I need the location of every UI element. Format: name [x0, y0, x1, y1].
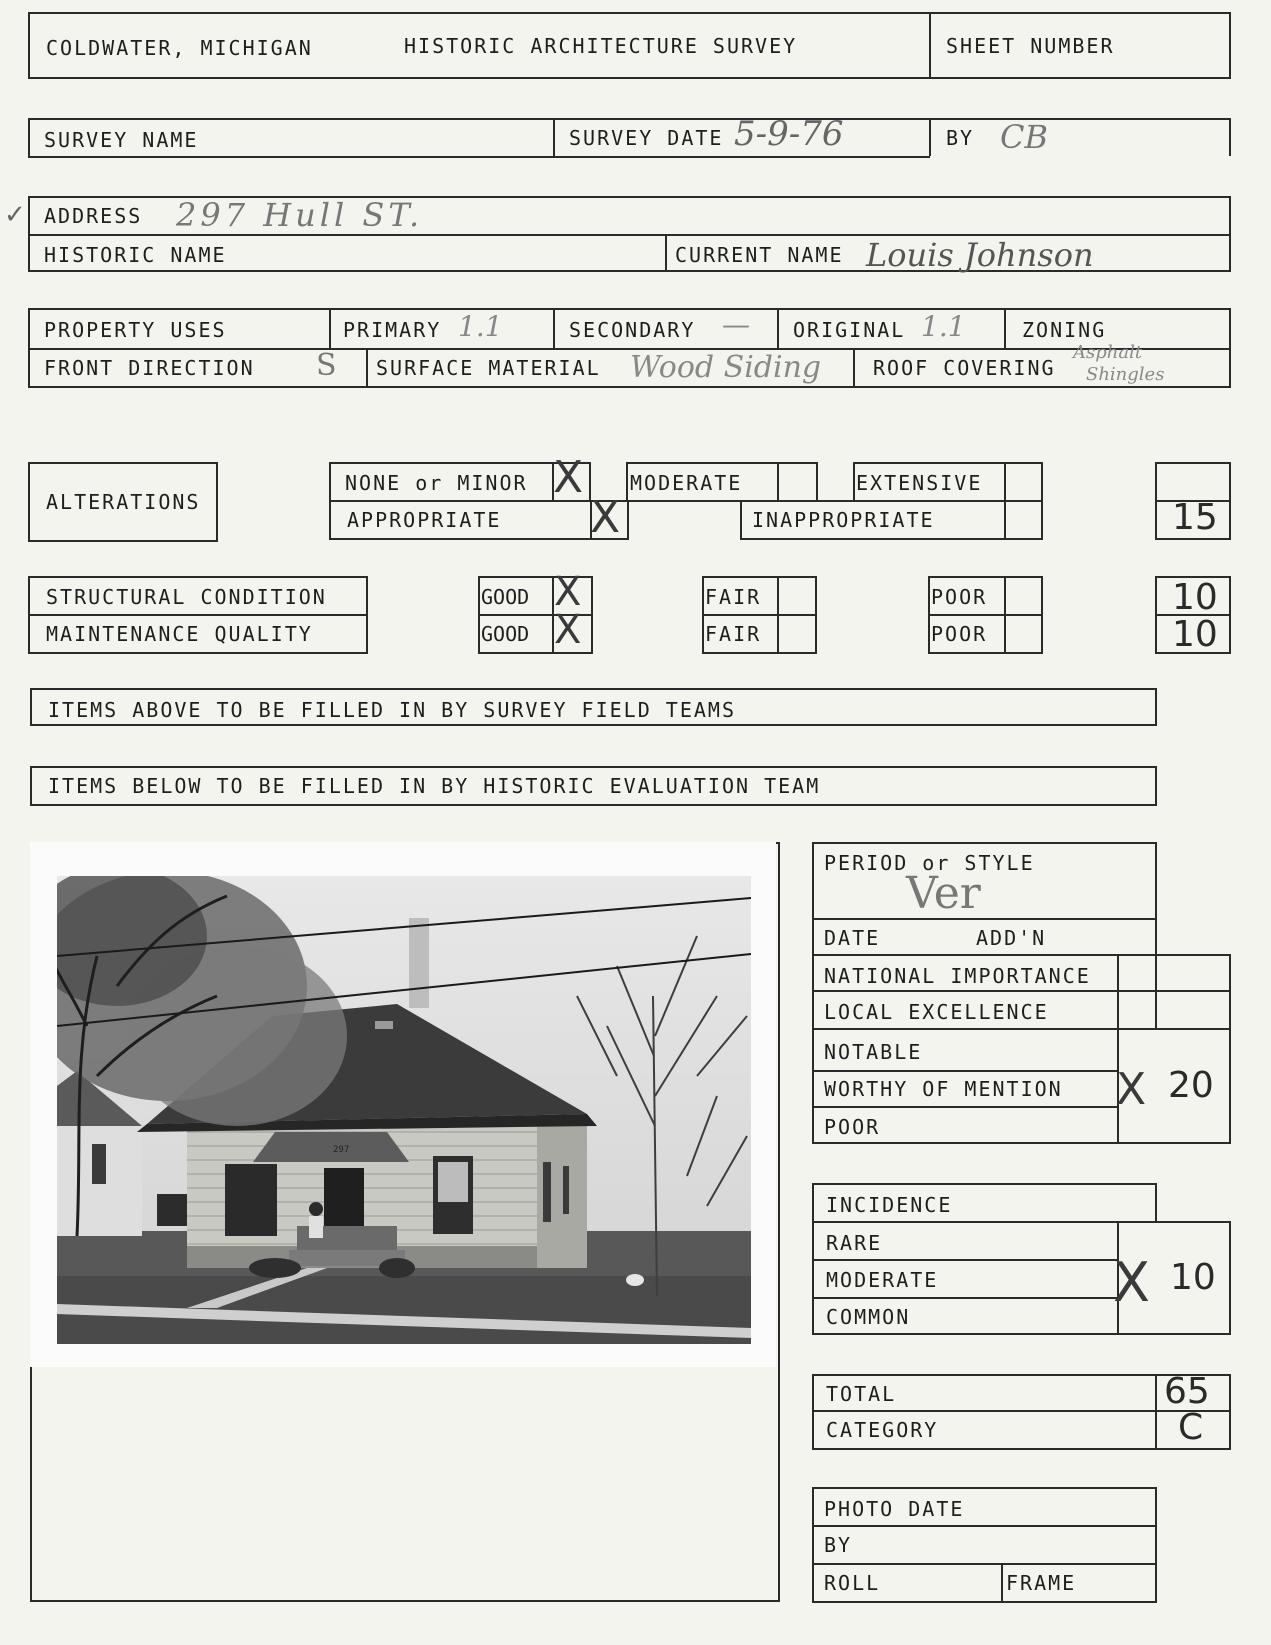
appropriate-mark: X	[590, 492, 621, 543]
inappropriate-check-div	[1004, 500, 1006, 540]
current-name-value: Louis Johnson	[866, 236, 1094, 274]
survey-left-edge	[28, 118, 30, 156]
incidence-bottom	[812, 1333, 1231, 1335]
header-divider	[929, 12, 931, 79]
photo-date-row-2	[812, 1525, 1157, 1527]
check-mark: ✓	[4, 200, 26, 230]
items-below-label: ITEMS BELOW TO BE FILLED IN BY HISTORIC EVALUATION TEAM	[48, 774, 821, 798]
condition-label-div	[28, 614, 368, 616]
zoning-label: ZONING	[1022, 318, 1107, 342]
notable-label: NOTABLE	[824, 1040, 923, 1064]
front-direction-value: S	[316, 348, 337, 383]
address-label: ADDRESS	[44, 204, 143, 228]
importance-score-left	[1117, 954, 1119, 1144]
roof-covering-value-1: Asphalt	[1073, 342, 1143, 363]
fair-label-2: FAIR	[705, 622, 762, 646]
importance-row-4	[812, 1070, 1117, 1072]
original-label: ORIGINAL	[793, 318, 906, 342]
survey-divider-1	[553, 118, 555, 156]
moderate-check-div	[777, 462, 779, 502]
fair-div	[702, 614, 817, 616]
uses-div-2	[553, 308, 555, 348]
importance-row-3	[812, 1028, 1231, 1030]
poor-div	[928, 614, 1043, 616]
uses-div-1	[329, 308, 331, 348]
importance-bottom	[812, 1142, 1231, 1144]
original-value: 1.1	[921, 310, 966, 343]
importance-row-2	[812, 990, 1231, 992]
eval-poor-label: POOR	[824, 1115, 881, 1139]
poor-label-2: POOR	[931, 622, 988, 646]
survey-name-label: SURVEY NAME	[44, 128, 199, 152]
poor-label-1: POOR	[931, 585, 988, 609]
category-value: C	[1178, 1407, 1204, 1448]
extensive-label: EXTENSIVE	[856, 471, 983, 495]
fair-label-1: FAIR	[705, 585, 762, 609]
items-below-top	[30, 766, 1157, 768]
items-below-bottom	[30, 804, 1157, 806]
roof-covering-label: ROOF COVERING	[873, 356, 1056, 380]
incidence-right	[1155, 1183, 1157, 1223]
period-top	[812, 842, 1157, 844]
local-excellence-label: LOCAL EXCELLENCE	[824, 1000, 1049, 1024]
survey-row-top	[28, 118, 1231, 120]
structural-good-mark: X	[554, 569, 582, 615]
total-value: 65	[1164, 1371, 1210, 1412]
house-number: 297	[333, 1145, 350, 1155]
eval-date-label: DATE	[824, 926, 881, 950]
frame-div	[1001, 1563, 1003, 1603]
incidence-score: 10	[1170, 1257, 1216, 1298]
items-below-left	[30, 766, 32, 804]
items-above-label: ITEMS ABOVE TO BE FILLED IN BY SURVEY FIELD TEAMS	[48, 698, 737, 722]
alterations-score: 15	[1172, 497, 1218, 538]
front-direction-label: FRONT DIRECTION	[44, 356, 255, 380]
maintenance-quality-label: MAINTENANCE QUALITY	[46, 622, 313, 646]
poor-check-div	[1004, 576, 1006, 654]
city-label: COLDWATER, MICHIGAN	[46, 36, 313, 60]
secondary-label: SECONDARY	[569, 318, 696, 342]
none-minor-mark: X	[553, 452, 584, 503]
rare-label: RARE	[826, 1231, 883, 1255]
period-label: PERIOD or STYLE	[824, 851, 1035, 875]
secondary-value: —	[722, 308, 750, 341]
appropriate-label: APPROPRIATE	[347, 508, 502, 532]
incidence-mark: X	[1113, 1251, 1150, 1314]
survey-divider-2	[929, 118, 931, 156]
importance-top	[812, 954, 1231, 956]
common-label: COMMON	[826, 1305, 911, 1329]
addn-label: ADD'N	[976, 926, 1047, 950]
structural-condition-label: STRUCTURAL CONDITION	[46, 585, 327, 609]
period-right	[1155, 842, 1157, 954]
incidence-top	[812, 1183, 1157, 1185]
incidence-row-3	[812, 1259, 1117, 1261]
total-score-div	[1155, 1374, 1157, 1450]
survey-date-value: 5-9-76	[734, 114, 844, 154]
house-photo	[57, 876, 751, 1344]
category-label: CATEGORY	[826, 1418, 939, 1442]
primary-value: 1.1	[458, 310, 503, 343]
current-name-label: CURRENT NAME	[675, 243, 844, 267]
incidence-score-right	[1229, 1221, 1231, 1335]
current-name-divider	[665, 234, 667, 272]
period-value: Ver	[906, 868, 981, 919]
good-label-2: GOOD	[481, 622, 530, 646]
items-below-right	[1155, 766, 1157, 804]
survey-by-value: CB	[1000, 118, 1048, 156]
none-minor-label: NONE or MINOR	[345, 471, 528, 495]
roof-div	[853, 348, 855, 388]
historic-name-label: HISTORIC NAME	[44, 243, 227, 267]
importance-score: 20	[1168, 1065, 1214, 1106]
house-photo-svg	[57, 876, 751, 1344]
inappropriate-label: INAPPROPRIATE	[752, 508, 935, 532]
items-above-top	[30, 688, 1157, 690]
maintenance-score: 10	[1172, 614, 1218, 655]
form-title: HISTORIC ARCHITECTURE SURVEY	[404, 34, 798, 58]
importance-score-right	[1229, 954, 1231, 1144]
direction-div	[366, 348, 368, 388]
alterations-label: ALTERATIONS	[46, 490, 201, 514]
survey-right-edge	[1229, 118, 1231, 156]
sheet-number-label: SHEET NUMBER	[946, 34, 1115, 58]
photo-by-label: BY	[824, 1533, 853, 1557]
importance-row-5	[812, 1106, 1117, 1108]
property-uses-label: PROPERTY USES	[44, 318, 227, 342]
address-value: 297 Hull ST.	[176, 196, 424, 234]
uses-div-4	[1004, 308, 1006, 348]
incidence-row-2	[812, 1221, 1231, 1223]
incidence-label: INCIDENCE	[826, 1193, 953, 1217]
surface-material-label: SURFACE MATERIAL	[376, 356, 601, 380]
primary-label: PRIMARY	[343, 318, 442, 342]
frame-label: FRAME	[1006, 1571, 1077, 1595]
photo-date-row-3	[812, 1563, 1157, 1565]
date-row-top	[812, 918, 1157, 920]
items-above-left	[30, 688, 32, 726]
survey-by-label: BY	[946, 126, 975, 150]
national-importance-label: NATIONAL IMPORTANCE	[824, 964, 1091, 988]
good-label-1: GOOD	[481, 585, 530, 609]
fair-check-div	[777, 576, 779, 654]
total-label: TOTAL	[826, 1382, 897, 1406]
uses-div-3	[777, 308, 779, 348]
survey-date-label: SURVEY DATE	[569, 126, 724, 150]
extensive-check-div	[1004, 462, 1006, 502]
photo-date-label: PHOTO DATE	[824, 1497, 965, 1521]
importance-mark: X	[1116, 1064, 1147, 1115]
roof-covering-value-2: Shingles	[1086, 364, 1165, 385]
roll-label: ROLL	[824, 1571, 881, 1595]
maintenance-good-mark: X	[554, 607, 582, 653]
moderate-label: MODERATE	[630, 471, 743, 495]
incidence-row-4	[812, 1297, 1117, 1299]
worthy-of-mention-label: WORTHY OF MENTION	[824, 1077, 1063, 1101]
moderate-incidence-label: MODERATE	[826, 1268, 939, 1292]
period-left	[812, 842, 814, 1144]
structural-score: 10	[1172, 577, 1218, 618]
survey-row-bottom	[28, 156, 930, 158]
surface-material-value: Wood Siding	[630, 350, 822, 385]
